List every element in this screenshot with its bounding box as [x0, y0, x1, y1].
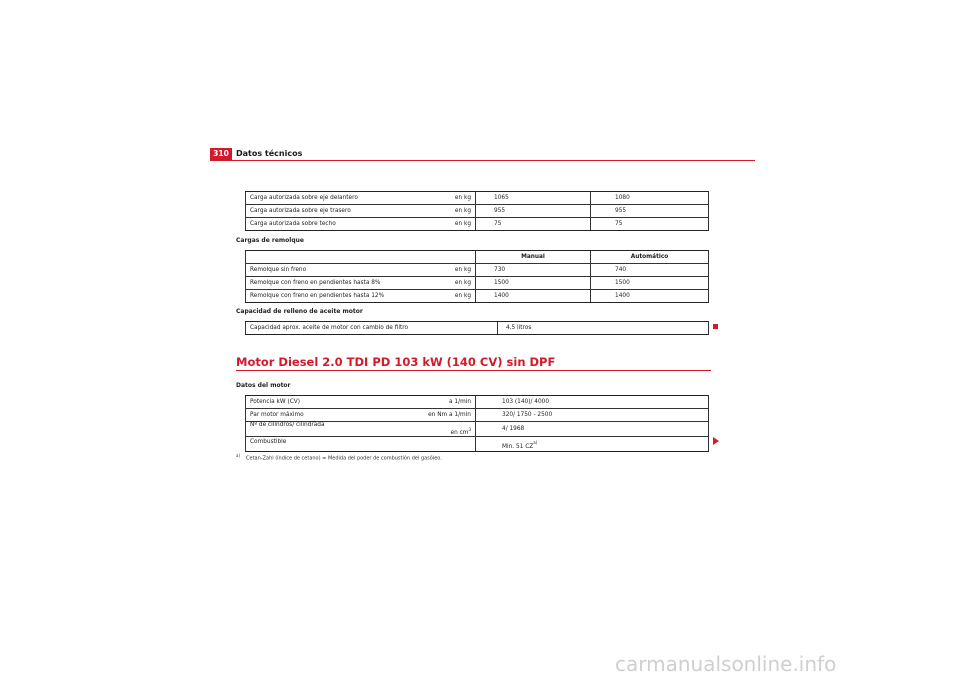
table-row — [246, 290, 709, 303]
row-label: Potencia kW (CV) — [250, 399, 301, 405]
row-unit: en kg — [454, 195, 471, 201]
column-header-auto: Automático — [591, 251, 709, 264]
value-cell: 955 — [476, 205, 591, 218]
footnote-marker: a) — [236, 453, 241, 458]
value-cell: 75 — [591, 218, 709, 231]
row-label: Nº de cilindros/ cilindrada — [250, 421, 325, 428]
row-unit: en kg — [454, 208, 471, 214]
table-row — [246, 396, 709, 409]
footnote-ref: a) — [533, 439, 538, 445]
value-cell: 730 — [476, 264, 591, 277]
row-label: Carga autorizada sobre eje delantero — [250, 195, 358, 201]
value-cell: 1400 — [591, 290, 709, 303]
value-cell: 4,5 litros — [498, 322, 709, 335]
row-label: Remolque sin freno — [250, 267, 307, 273]
value-cell: Min. 51 CZ — [502, 444, 534, 451]
value-cell: 103 (140)/ 4000 — [476, 396, 709, 409]
section-end-marker-icon — [713, 324, 718, 329]
row-unit: en kg — [454, 221, 471, 227]
row-label: Remolque con freno en pendientes hasta 12% — [250, 293, 385, 299]
section-title-engine: Datos del motor — [236, 382, 291, 389]
value-cell: 4/ 1968 — [476, 422, 709, 437]
value-cell: 1400 — [476, 290, 591, 303]
row-label: Par motor máximo — [250, 412, 304, 418]
column-header-manual: Manual — [476, 251, 591, 264]
value-cell: 320/ 1750 - 2500 — [476, 409, 709, 422]
table-row — [246, 218, 709, 231]
header-rule — [210, 160, 755, 161]
engine-table — [245, 395, 709, 452]
value-cell: 1500 — [476, 277, 591, 290]
section-title-oil: Capacidad de relleno de aceite motor — [236, 308, 363, 315]
oil-table — [245, 321, 709, 335]
unit-superscript: 3 — [468, 426, 471, 432]
page-number: 310 — [210, 148, 232, 160]
loads-table — [245, 191, 709, 231]
watermark: carmanualsonline.info — [615, 652, 837, 676]
value-cell: 1080 — [591, 192, 709, 205]
footnote-text: Cetan-Zahl (índice de cetano) = Medida del poder de combustión del gasóleo. — [246, 455, 442, 462]
trailer-table — [245, 250, 709, 303]
table-row — [246, 192, 709, 205]
section-title-trailer: Cargas de remolque — [236, 237, 304, 244]
value-cell: 740 — [591, 264, 709, 277]
row-unit: en kg — [454, 280, 471, 286]
row-unit: en kg — [454, 267, 471, 273]
row-unit: en kg — [454, 293, 471, 299]
table-row — [246, 437, 709, 452]
engine-heading: Motor Diesel 2.0 TDI PD 103 kW (140 CV) sin DPF — [236, 355, 556, 369]
row-unit: a 1/min — [449, 399, 471, 405]
value-cell: 1065 — [476, 192, 591, 205]
row-label: Combustible — [250, 439, 287, 445]
page-title: Datos técnicos — [236, 149, 303, 158]
table-row — [246, 277, 709, 290]
value-cell: 1500 — [591, 277, 709, 290]
row-label: Capacidad aprox. aceite de motor con cambio de filtro — [246, 322, 498, 335]
table-row — [246, 409, 709, 422]
table-header-row — [246, 251, 709, 264]
value-cell: 955 — [591, 205, 709, 218]
table-row — [246, 422, 709, 437]
table-row — [246, 322, 709, 335]
row-unit: en cm — [450, 429, 469, 436]
row-label: Carga autorizada sobre eje trasero — [250, 208, 351, 214]
table-row — [246, 205, 709, 218]
row-label: Remolque con freno en pendientes hasta 8% — [250, 280, 381, 286]
value-cell: 75 — [476, 218, 591, 231]
continue-arrow-icon — [713, 437, 719, 445]
footnote — [236, 453, 442, 462]
table-row — [246, 264, 709, 277]
row-label: Carga autorizada sobre techo — [250, 221, 336, 227]
row-unit: en Nm a 1/min — [428, 412, 471, 418]
heading-rule — [236, 370, 711, 371]
